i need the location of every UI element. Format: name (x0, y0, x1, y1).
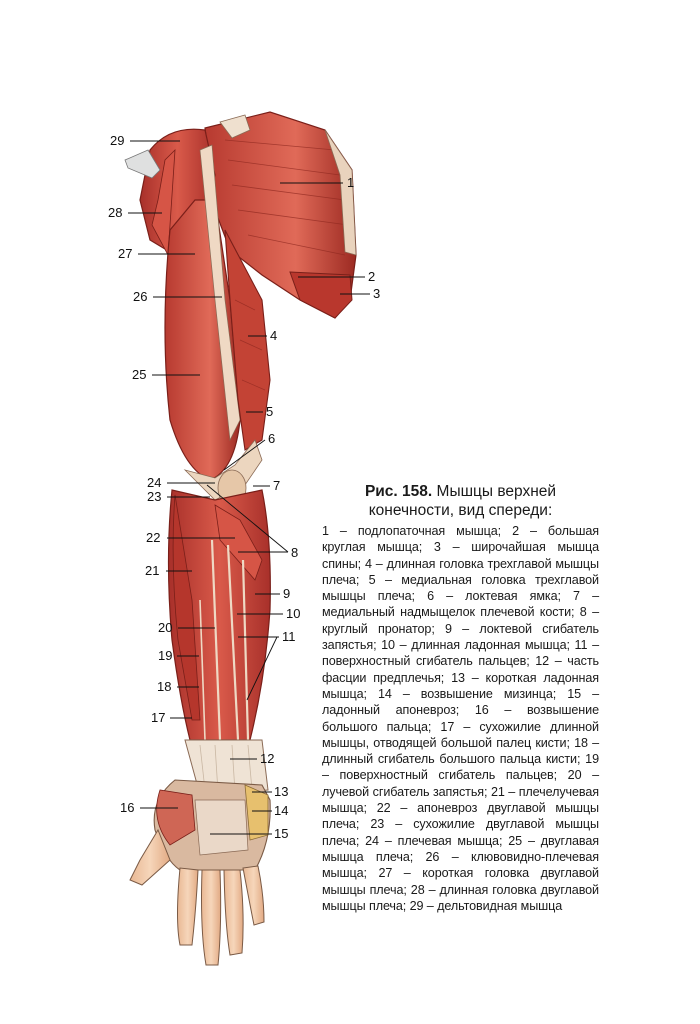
forearm (169, 490, 271, 740)
label-19: 19 (158, 648, 173, 663)
label-25: 25 (132, 367, 147, 382)
label-12: 12 (260, 751, 275, 766)
label-5: 5 (266, 404, 274, 419)
label-15: 15 (274, 826, 289, 841)
label-9: 9 (283, 586, 291, 601)
label-14: 14 (274, 803, 289, 818)
label-26: 26 (133, 289, 148, 304)
caption-title (322, 482, 599, 520)
caption-legend: 1 – подлопаточная мышца; 2 – большая круглая мышца; 3 – широчайшая мышца спины; 4 – длинная головка трехглавой мышцы плеча; 5 – медиальная головка трехглавой мышцы плеча; 6 – локтевая ямка; 7 – медиальный надмыщелок плечевой кости; 8 – круглый пронатор; 9 – локтевой сгибатель запястья; 10 – длинная ладонная мышца; 11 – поверхностный сгибатель пальцев; 12 – часть фасции предплечья; 13 – короткая ладонная мышца; 14 – возвышение мизинца; 15 – ладонный апоневроз; 16 – возвышение большого пальца; 17 – сухожилие длинной мышцы, отводящей большой палец кисти; 18 – длинный сгибатель большого пальца кисти; 19 – поверхностный сгибатель пальцев; 20 – лучевой сгибатель запястья; 21 – плечелучевая мышца; 22 – апоневроз двуглавой мышцы плеча; 23 – сухожилие двуглавой мышцы плеча; 24 – плечевая мышца; 25 – двуглавая мышца плеча; 26 – клювовидно-плечевая мышца; 27 – короткая головка двуглавой мышцы плеча; 28 – длинная головка двуглавой мышцы плеча; 29 – дельтовидная мышца (322, 524, 599, 913)
label-18: 18 (157, 679, 172, 694)
label-6: 6 (268, 431, 276, 446)
label-28: 28 (108, 205, 123, 220)
label-16: 16 (120, 800, 135, 815)
label-4: 4 (270, 328, 278, 343)
caption-title-line1: Мышцы верхней (436, 483, 557, 500)
label-27: 27 (118, 246, 133, 261)
caption-title-line2: конечности, вид спереди: (368, 502, 553, 519)
hand (130, 740, 270, 965)
label-8: 8 (291, 545, 299, 560)
label-11: 11 (282, 629, 296, 644)
label-23: 23 (147, 489, 162, 504)
label-7: 7 (273, 478, 281, 493)
label-2: 2 (368, 269, 376, 284)
figure-caption (322, 482, 599, 914)
label-22: 22 (146, 530, 161, 545)
label-1: 1 (347, 175, 355, 190)
label-29: 29 (110, 133, 125, 148)
label-21: 21 (145, 563, 160, 578)
label-13: 13 (274, 784, 289, 799)
label-3: 3 (373, 286, 381, 301)
label-24: 24 (147, 475, 162, 490)
figure-number: Рис. 158. (364, 483, 433, 500)
label-17: 17 (151, 710, 166, 725)
label-20: 20 (158, 620, 173, 635)
label-10: 10 (286, 606, 301, 621)
